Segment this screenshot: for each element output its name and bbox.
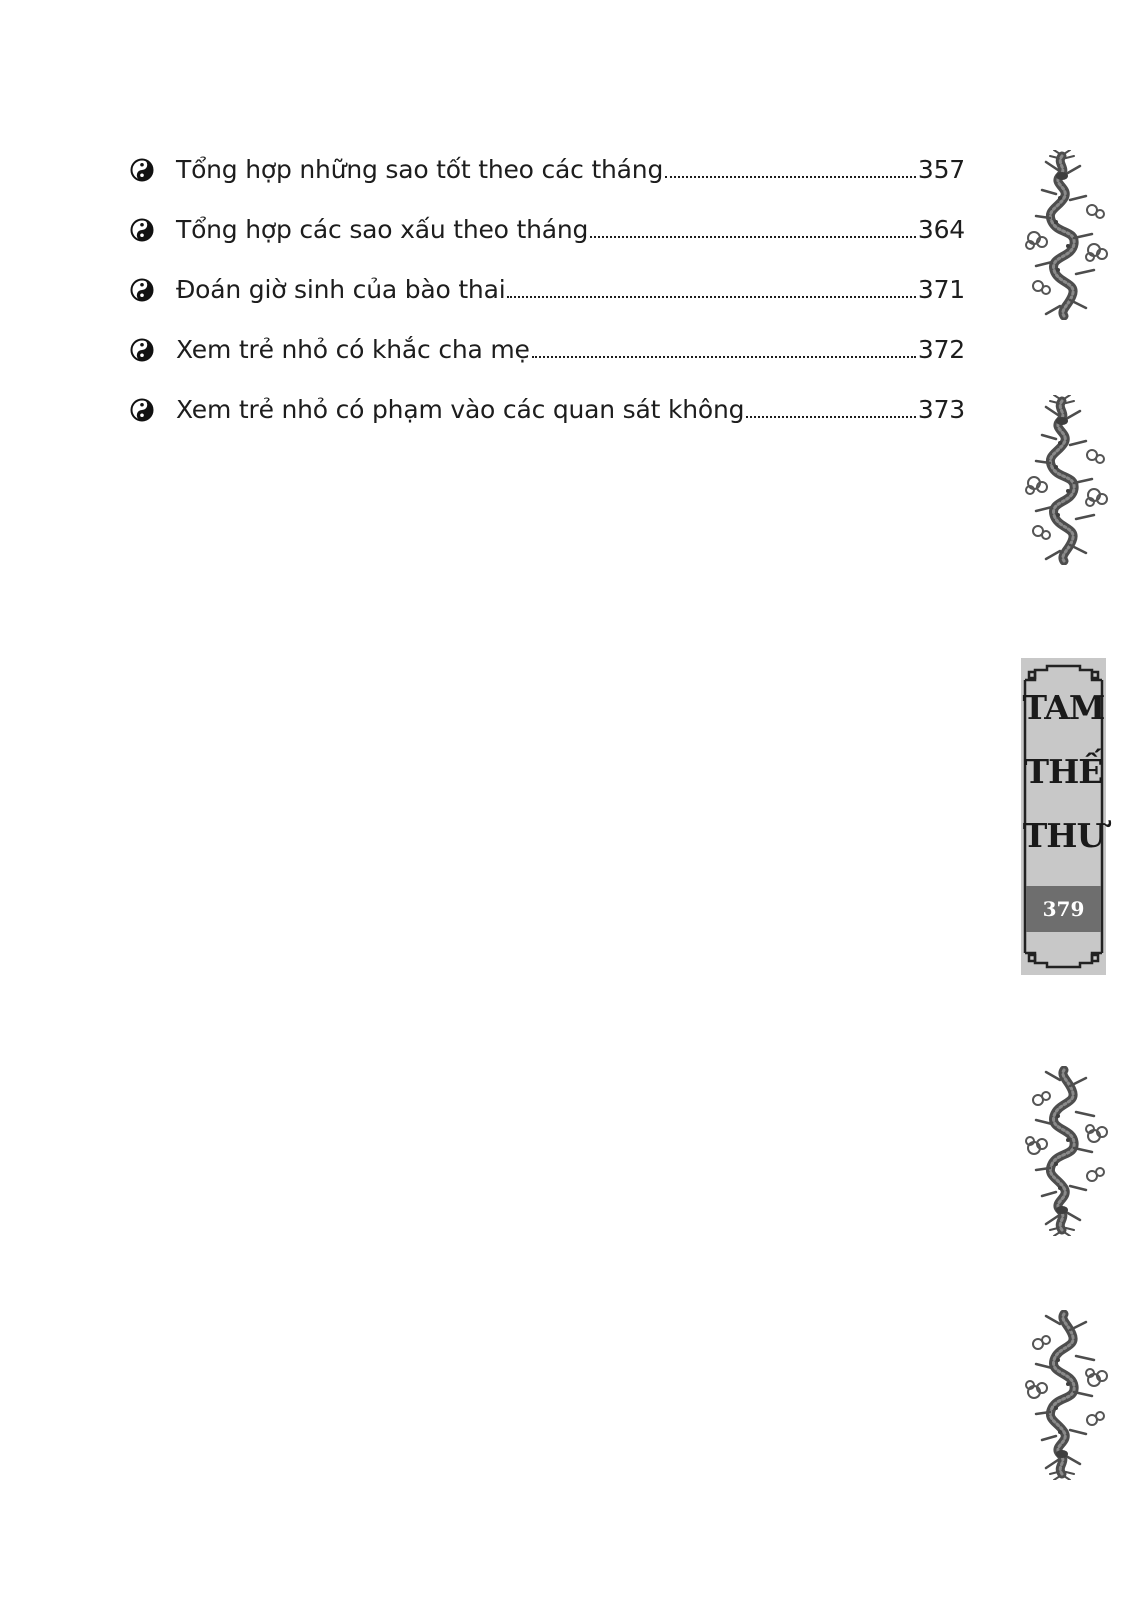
table-of-contents	[130, 150, 965, 450]
dot-leader	[665, 176, 916, 178]
toc-entry-page: 372	[917, 335, 965, 364]
banner-title-line: TAM	[1022, 688, 1105, 727]
toc-entry[interactable]	[130, 330, 965, 370]
toc-entry-title: Tổng hợp các sao xấu theo tháng	[176, 215, 589, 244]
toc-entry-title: Xem trẻ nhỏ có phạm vào các quan sát không	[176, 395, 745, 424]
yin-yang-icon	[130, 158, 154, 182]
toc-entry-page: 373	[917, 395, 965, 424]
toc-entry[interactable]	[130, 270, 965, 310]
toc-entry-page: 364	[917, 215, 965, 244]
side-banner	[1021, 658, 1106, 975]
toc-entry-page: 357	[917, 155, 965, 184]
toc-entry-page: 371	[917, 275, 965, 304]
banner-title-line: THẾ	[1024, 752, 1103, 791]
dot-leader	[590, 236, 916, 238]
yin-yang-icon	[130, 278, 154, 302]
page-number: 379	[1026, 886, 1101, 932]
dot-leader	[507, 296, 915, 298]
banner-title-line: THƯ	[1022, 816, 1105, 855]
dot-leader	[746, 416, 916, 418]
toc-entry[interactable]	[130, 210, 965, 250]
toc-entry[interactable]	[130, 150, 965, 190]
yin-yang-icon	[130, 338, 154, 362]
yin-yang-icon	[130, 218, 154, 242]
dragon-icon	[1016, 150, 1112, 320]
toc-entry[interactable]	[130, 390, 965, 430]
dragon-icon	[1016, 395, 1112, 565]
toc-entry-title: Đoán giờ sinh của bào thai	[176, 275, 506, 304]
yin-yang-icon	[130, 398, 154, 422]
dragon-icon	[1016, 1066, 1112, 1236]
toc-entry-title: Tổng hợp những sao tốt theo các tháng	[176, 155, 664, 184]
dragon-icon	[1016, 1310, 1112, 1480]
toc-entry-title: Xem trẻ nhỏ có khắc cha mẹ	[176, 335, 530, 364]
dot-leader	[532, 356, 916, 358]
